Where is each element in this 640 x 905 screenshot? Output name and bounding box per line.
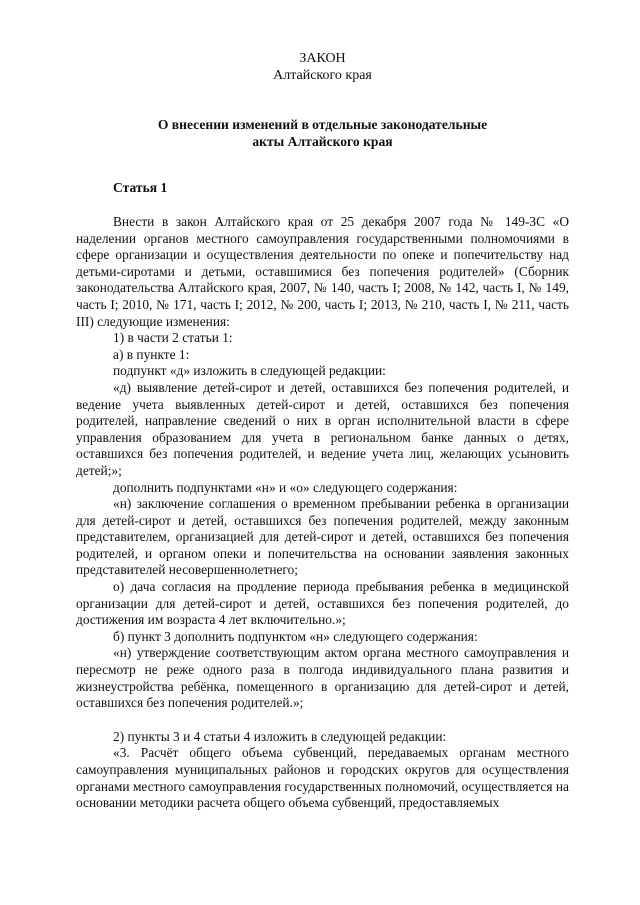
law-region: Алтайского края — [273, 68, 372, 83]
article-paragraph: 2) пункты 3 и 4 статьи 4 изложить в следующей редакции: — [113, 728, 447, 744]
article-body — [76, 214, 569, 812]
article-paragraph: 1) в части 2 статьи 1: — [113, 330, 233, 346]
article-paragraph: б) пункт 3 дополнить подпунктом «н» следующего содержания: — [113, 628, 478, 644]
article-paragraph: Внести в закон Алтайского края от 25 декабря 2007 года № 149-ЗС «О наделении органов местного самоуправления государственными полномочиями в сфере организации и осуществления деятельности по опеке и попечительству над детьми-сиротами и детьми, оставшимися без попечения родителей» (Сборник законодательства Алтайского края, 2007, № 140, часть I; 2008, № 142, часть I, № 149, часть I; 2010, № 171, часть I; 2012, № 200, часть I; 2013, № 210, часть I, № 211, часть III) следующие изменения: — [76, 214, 569, 329]
law-subject — [76, 116, 569, 150]
article-paragraph: а) в пункте 1: — [113, 346, 190, 362]
article-paragraph: «3. Расчёт общего объема субвенций, передаваемых органам местного самоуправления муниципальных районов и городских округов для осуществления органами местного самоуправления государственных полномочий, осуществляется на основании методики расчета общего объема субвенций, предоставляемых — [76, 745, 569, 811]
article-paragraph: о) дача согласия на продление периода пребывания ребенка в медицинской организации для детей-сирот и детей, оставшихся без попечения родителей, до достижения им возраста 4 лет включительно.»; — [76, 579, 569, 628]
article-paragraph: «д) выявление детей-сирот и детей, оставшихся без попечения родителей, и ведение учета выявленных детей-сирот и детей, оставшихся без попечения родителей, направление сведений о них в орган исполнительной власти в сфере управления образованием для учета в региональном банке данных о детях, оставшихся без попечения родителей, и ведение учета лиц, желающих усыновить детей;»; — [76, 379, 569, 478]
document-header — [76, 50, 569, 150]
law-title: ЗАКОН — [299, 51, 346, 66]
article-paragraph: подпункт «д» изложить в следующей редакции: — [113, 363, 386, 379]
article-paragraph: «н) утверждение соответствующим актом органа местного самоуправления и пересмотр не реже одного раза в полгода индивидуального плана развития и жизнеустройства ребёнка, помещенного в организацию для детей-сирот и детей, оставшихся без попечения родителей.»; — [76, 645, 569, 711]
article-paragraph: дополнить подпунктами «н» и «о» следующего содержания: — [113, 479, 458, 495]
article-heading: Статья 1 — [113, 180, 168, 195]
document-page — [76, 50, 569, 812]
law-subject-line-1: О внесении изменений в отдельные законодательные — [157, 117, 488, 132]
article-paragraph: «н) заключение соглашения о временном пребывании ребенка в организации для детей-сирот и детей, оставшихся без попечения родителей, между законным представителем, организацией для детей-сирот и детей, оставшихся без попечения родителей, и органом опеки и попечительства на основании заявления законных представителей несовершеннолетнего; — [76, 496, 569, 578]
law-subject-line-2: акты Алтайского края — [252, 134, 393, 149]
